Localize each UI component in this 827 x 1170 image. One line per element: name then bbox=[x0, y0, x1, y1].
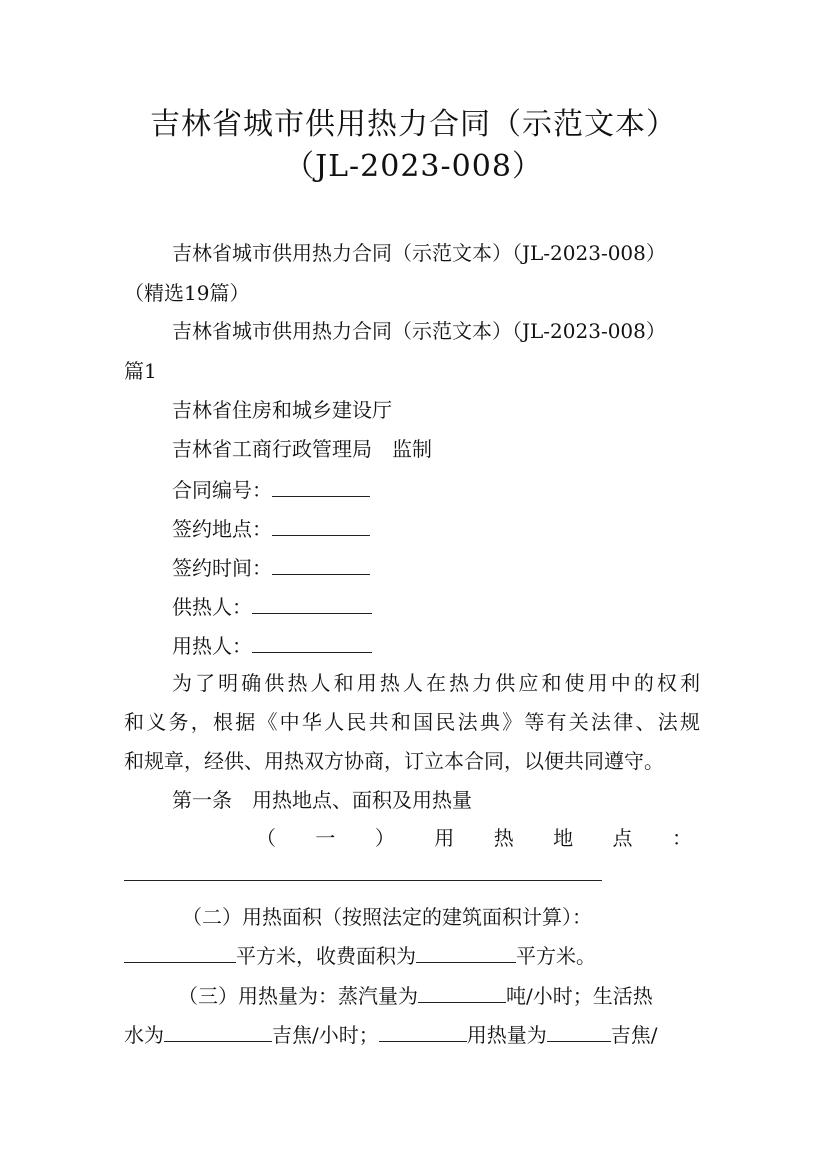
item2-text: 平方米，收费面积为 bbox=[236, 944, 416, 968]
field-sign-time bbox=[172, 554, 762, 581]
field-blank bbox=[547, 1021, 611, 1042]
field-blank bbox=[252, 632, 372, 653]
field-label: 签约地点： bbox=[172, 517, 272, 541]
item3-text: 用热量为 bbox=[466, 1023, 547, 1047]
item1-char: 点 bbox=[612, 826, 633, 850]
article1-item2-line1: （二）用热面积（按照法定的建筑面积计算）： bbox=[182, 905, 592, 929]
field-blank bbox=[272, 515, 370, 536]
document-title-line2: （JL-2023-008） bbox=[284, 149, 543, 184]
item3-text: 吨/小时；生活热 bbox=[506, 984, 653, 1008]
field-heat-supplier bbox=[172, 593, 762, 620]
article1-item2-line2 bbox=[124, 942, 714, 969]
field-label: 签约时间： bbox=[172, 556, 272, 580]
item1-char: 热 bbox=[493, 826, 514, 850]
item1-char: 用 bbox=[434, 826, 455, 850]
item3-text: 水为 bbox=[124, 1023, 164, 1047]
field-blank bbox=[416, 942, 516, 963]
preamble-line3: 和规章，经供、用热双方协商，订立本合同，以便共同遵守。 bbox=[124, 749, 664, 773]
field-blank bbox=[252, 593, 372, 614]
issuer-line2: 吉林省工商行政管理局 监制 bbox=[172, 437, 432, 461]
field-blank bbox=[379, 1021, 467, 1042]
item3-text: （三）用热量为：蒸汽量为 bbox=[178, 984, 418, 1008]
intro-line3: 吉林省城市供用热力合同（示范文本）（JL-2023-008） bbox=[172, 319, 666, 343]
article1-item1 bbox=[256, 825, 692, 851]
field-label: 供热人： bbox=[172, 595, 252, 619]
item1-char: ： bbox=[671, 826, 692, 850]
intro-line2: （精选19篇） bbox=[124, 281, 250, 305]
preamble-line1: 为了明确供热人和用热人在热力供应和使用中的权利 bbox=[172, 671, 700, 695]
issuer-line1: 吉林省住房和城乡建设厅 bbox=[172, 398, 392, 422]
field-label: 合同编号： bbox=[172, 478, 272, 502]
field-blank bbox=[164, 1021, 272, 1042]
item1-char: ） bbox=[374, 826, 395, 850]
field-sign-place bbox=[172, 515, 762, 542]
item3-text: 吉焦/ bbox=[610, 1023, 658, 1047]
field-blank bbox=[272, 554, 370, 575]
field-blank bbox=[418, 982, 506, 1003]
article1-item1-blank bbox=[124, 860, 714, 887]
field-heat-user bbox=[172, 632, 762, 659]
article1-item3-line2 bbox=[124, 1021, 714, 1048]
article1-item3-line1 bbox=[178, 982, 768, 1009]
field-blank bbox=[124, 860, 602, 881]
field-blank bbox=[272, 476, 370, 497]
field-blank bbox=[124, 942, 236, 963]
item3-text: 吉焦/小时； bbox=[272, 1023, 379, 1047]
field-label: 用热人： bbox=[172, 634, 252, 658]
item1-char: 地 bbox=[553, 826, 574, 850]
document-title-line1: 吉林省城市供用热力合同（示范文本） bbox=[150, 107, 677, 142]
article1-heading: 第一条 用热地点、面积及用热量 bbox=[172, 788, 472, 812]
field-contract-number bbox=[172, 476, 762, 503]
intro-line1: 吉林省城市供用热力合同（示范文本）（JL-2023-008） bbox=[172, 241, 666, 265]
item1-char: 一 bbox=[315, 826, 336, 850]
item1-char: （ bbox=[256, 826, 276, 850]
intro-line4: 篇1 bbox=[124, 359, 157, 383]
item2-text: 平方米。 bbox=[516, 944, 596, 968]
preamble-line2: 和义务，根据《中华人民共和国民法典》等有关法律、法规 bbox=[124, 710, 700, 734]
